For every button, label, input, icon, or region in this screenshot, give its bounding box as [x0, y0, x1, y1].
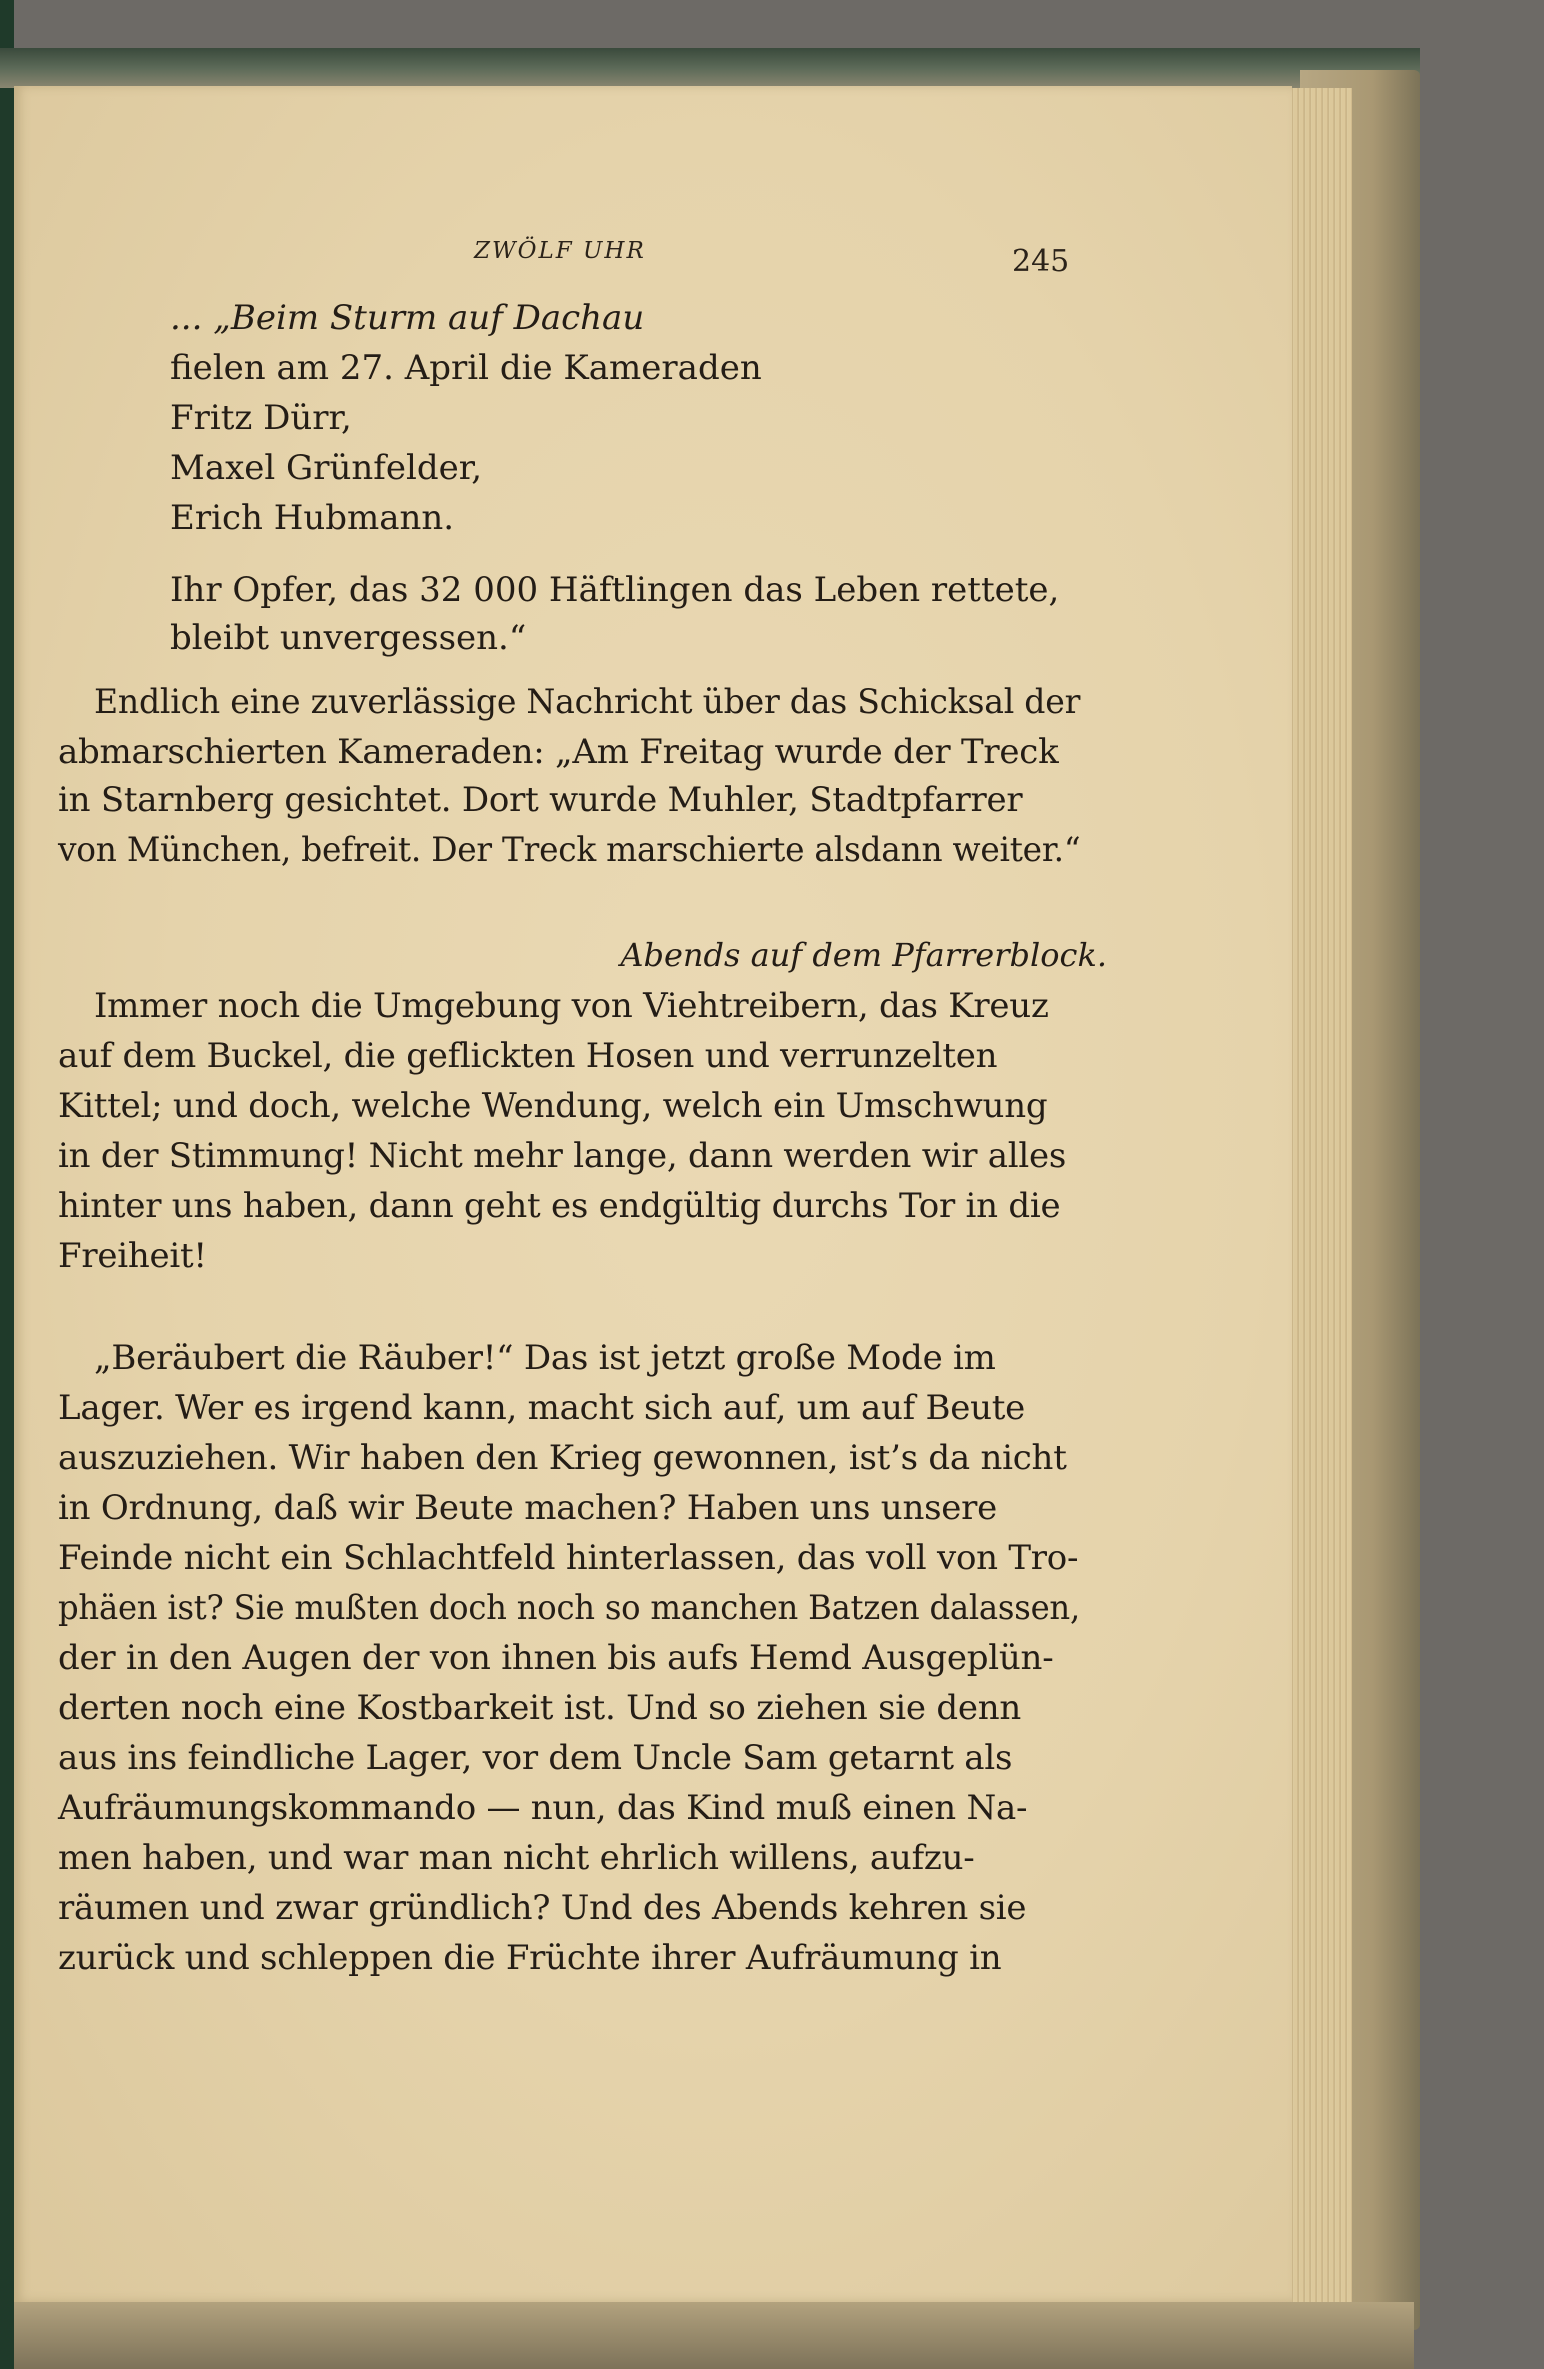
quote-line: Erich Hubmann.	[170, 498, 455, 538]
text-line: Immer noch die Umgebung von Viehtreibern, das Kreuz	[94, 986, 1049, 1026]
book-cover-top-edge	[0, 48, 1420, 88]
text-line: Feinde nicht ein Schlachtfeld hinterlassen, das voll von Tro-	[58, 1538, 1079, 1578]
page-number: 245	[1012, 244, 1070, 279]
text-line: in Ordnung, daß wir Beute machen? Haben uns unsere	[58, 1488, 998, 1528]
quote-line: ... „Beim Sturm auf Dachau	[170, 298, 645, 338]
text-line: auszuziehen. Wir haben den Krieg gewonnen, ist’s da nicht	[58, 1438, 1067, 1478]
book-cover-bottom-edge	[14, 2302, 1414, 2369]
page-fore-edge	[1282, 88, 1352, 2304]
text-line: derten noch eine Kostbarkeit ist. Und so ziehen sie denn	[58, 1688, 1022, 1728]
text-line: Kittel; und doch, welche Wendung, welch ein Umschwung	[58, 1086, 1048, 1126]
text-line: abmarschierten Kameraden: „Am Freitag wurde der Treck	[58, 732, 1059, 772]
quote-line: Fritz Dürr,	[170, 398, 352, 438]
text-line: auf dem Buckel, die geflickten Hosen und verrunzelten	[58, 1036, 998, 1076]
quote-closing-line: Ihr Opfer, das 32 000 Häftlingen das Leben rettete,	[170, 570, 1060, 610]
text-line: phäen ist? Sie mußten doch noch so manchen Batzen dalassen,	[58, 1588, 1080, 1628]
text-line: Freiheit!	[58, 1236, 207, 1276]
quote-line: fielen am 27. April die Kameraden	[170, 348, 762, 388]
text-line: zurück und schleppen die Früchte ihrer Aufräumung in	[58, 1938, 1002, 1978]
text-line: von München, befreit. Der Treck marschierte alsdann weiter.“	[58, 830, 1081, 870]
text-line: men haben, und war man nicht ehrlich willens, aufzu-	[58, 1838, 975, 1878]
quote-line: Maxel Grünfelder,	[170, 448, 483, 488]
text-line: hinter uns haben, dann geht es endgültig durchs Tor in die	[58, 1186, 1061, 1226]
text-line: aus ins feindliche Lager, vor dem Uncle Sam getarnt als	[58, 1738, 1013, 1778]
quote-closing-line: bleibt unvergessen.“	[170, 618, 527, 658]
text-line: Aufräumungskommando — nun, das Kind muß einen Na-	[58, 1788, 1028, 1828]
running-head: ZWÖLF UHR	[474, 238, 646, 264]
section-heading: Abends auf dem Pfarrerblock.	[620, 936, 1107, 974]
text-line: räumen und zwar gründlich? Und des Abends kehren sie	[58, 1888, 1027, 1928]
text-line: in der Stimmung! Nicht mehr lange, dann werden wir alles	[58, 1136, 1067, 1176]
text-line: Lager. Wer es irgend kann, macht sich auf, um auf Beute	[58, 1388, 1026, 1428]
text-line: „Beräubert die Räuber!“ Das ist jetzt große Mode im	[94, 1338, 996, 1378]
book-cloth-edge	[0, 0, 14, 2369]
text-line: in Starnberg gesichtet. Dort wurde Muhler, Stadtpfarrer	[58, 780, 1023, 820]
text-line: der in den Augen der von ihnen bis aufs Hemd Ausgeplün-	[58, 1638, 1054, 1678]
text-line: Endlich eine zuverlässige Nachricht über das Schicksal der	[94, 682, 1081, 722]
